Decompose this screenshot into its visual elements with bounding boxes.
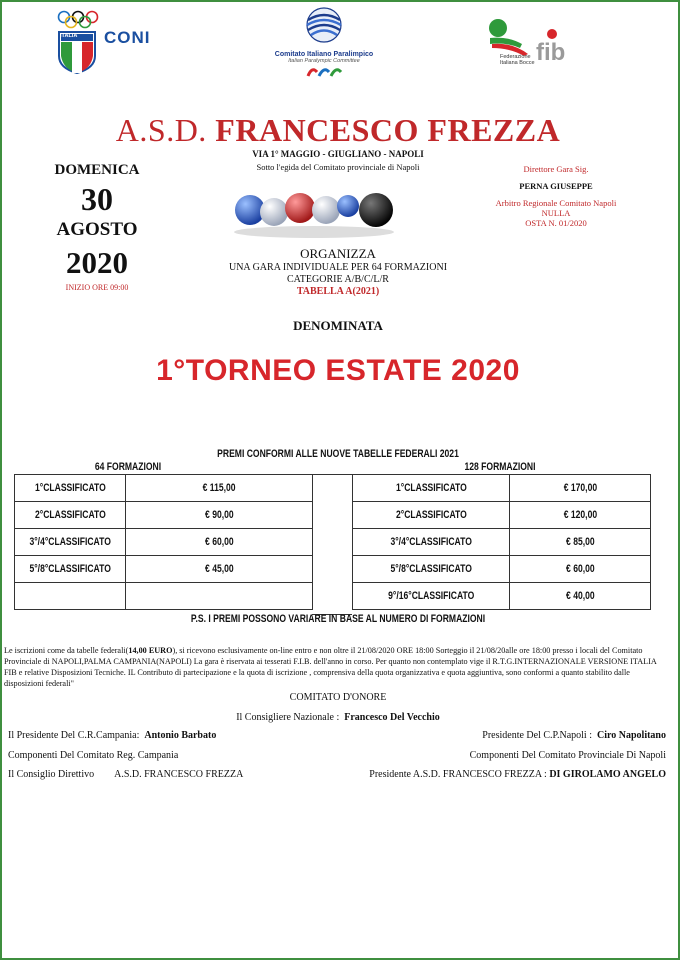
director-label: Direttore Gara Sig. xyxy=(523,164,589,174)
consigliere-line: Il Consigliere Nazionale : Francesco Del Vecchio xyxy=(236,712,440,723)
provincial-committee-line: Componenti Del Comitato Provinciale Di Napoli xyxy=(469,750,666,761)
organizza-line-2: CATEGORIE A/B/C/L/R xyxy=(287,274,389,285)
organizza-block xyxy=(0,246,676,298)
president-napoli-name: Ciro Napolitano xyxy=(597,730,666,741)
olympic-rings-icon xyxy=(56,10,100,30)
organizza-line-3: TABELLA A(2021) xyxy=(296,286,380,297)
date-number: 30 xyxy=(81,181,113,217)
cip-subtitle: Italian Paralympic Committee xyxy=(288,58,360,64)
date-year: 2020 xyxy=(66,245,128,280)
officials-block xyxy=(486,164,626,228)
prizes-note: P.S. I PREMI POSSONO VARIARE IN BASE AL NUMERO DI FORMAZIONI xyxy=(190,613,486,625)
fib-caption: Federazione Italiana Bocce xyxy=(500,54,535,66)
table-row: 5°/8°CLASSIFICATO € 45,00 xyxy=(15,556,313,583)
club-title-name: FRANCESCO FREZZA xyxy=(215,112,561,148)
table-row: 3°/4°CLASSIFICATO € 85,00 xyxy=(353,529,651,556)
president-campania-name: Antonio Barbato xyxy=(144,730,217,741)
prize-table-128 xyxy=(352,474,651,610)
club-president-line: Presidente A.S.D. FRANCESCO FREZZA : DI GIROLAMO ANGELO xyxy=(369,769,666,780)
bocce-balls-image xyxy=(228,186,400,240)
group-64-label: 64 FORMAZIONI xyxy=(94,461,162,473)
table-row xyxy=(15,583,313,610)
fib-logo-text: fib xyxy=(536,39,566,66)
club-address: VIA 1° MAGGIO - GIUGLIANO - NAPOLI xyxy=(252,149,424,159)
tournament-name: 1°TORNEO ESTATE 2020 xyxy=(156,354,520,387)
referee-line: Arbitro Regionale Comitato Napoli NULLA xyxy=(495,198,617,218)
president-napoli-line: Presidente Del C.P.Napoli : Ciro Napolitano xyxy=(482,730,666,741)
table-row: 3°/4°CLASSIFICATO € 60,00 xyxy=(15,529,313,556)
start-time: INIZIO ORE 09:00 xyxy=(65,283,129,292)
table-row: 2°CLASSIFICATO € 120,00 xyxy=(353,502,651,529)
club-title xyxy=(0,112,676,149)
coni-logo-text: CONI xyxy=(104,28,151,47)
egida-line: Sotto l'egida del Comitato provinciale di Napoli xyxy=(256,162,420,172)
table-row: 1°CLASSIFICATO € 115,00 xyxy=(15,475,313,502)
paralympic-agitos-icon xyxy=(304,64,344,80)
group-128-label: 128 FORMAZIONI xyxy=(464,461,536,473)
organizza-heading: ORGANIZZA xyxy=(300,246,376,261)
referee-number: OSTA N. 01/2020 xyxy=(525,218,587,228)
registration-paragraph: Le iscrizioni come da tabelle federali(14,00 EURO), si ricevono esclusivamente on-line entro e non oltre il 21/08/2020 ORE 18:00 Sorteggio il 21/08/20alle ore 18:00 presso i locali del Comitato Provinciale di NAPOLI,PALMA CAMPANIA(NAPOLI) La gara è riservata ai tesserati F.I.B. dell'anno in corso. Per quanto non contemplato vige il R.T.G.INTERNAZIONALE VERSIONE ITALIA FIB e relative Disposizioni Tecniche. IL Contributo di partecipazione e la quota di iscrizione , comprensiva della quota organizzativa e quota aggiuntiva, sono conformi a quanto stabilito dalle disposizioni federali" xyxy=(4,646,657,688)
cip-globe-icon xyxy=(296,6,352,46)
regional-committee-line: Componenti Del Comitato Reg. Campania xyxy=(8,750,179,761)
club-president-name: DI GIROLAMO ANGELO xyxy=(549,769,666,780)
denominata-label: DENOMINATA xyxy=(293,318,383,333)
table-row: 5°/8°CLASSIFICATO € 60,00 xyxy=(353,556,651,583)
table-row: 9°/16°CLASSIFICATO € 40,00 xyxy=(353,583,651,610)
table-gap-column xyxy=(312,474,352,615)
coni-shield-label: ITALIA xyxy=(60,33,78,39)
organizza-line-1: UNA GARA INDIVIDUALE PER 64 FORMAZIONI xyxy=(228,262,448,273)
prizes-title: PREMI CONFORMI ALLE NUOVE TABELLE FEDERALI 2021 xyxy=(217,448,459,460)
committee-heading: COMITATO D'ONORE xyxy=(289,692,387,703)
president-campania-line: Il Presidente Del C.R.Campania: Antonio Barbato xyxy=(8,730,217,741)
cip-name: Comitato Italiano Paralimpico xyxy=(274,51,374,58)
date-day: DOMENICA xyxy=(54,162,140,178)
date-month: AGOSTO xyxy=(56,219,138,240)
consigliere-name: Francesco Del Vecchio xyxy=(344,712,440,723)
registration-fee: 14,00 EURO xyxy=(128,646,173,655)
table-row: 1°CLASSIFICATO € 170,00 xyxy=(353,475,651,502)
table-row: 2°CLASSIFICATO € 90,00 xyxy=(15,502,313,529)
consiglio-direttivo-line: Il Consiglio Direttivo A.S.D. FRANCESCO FREZZA xyxy=(8,769,244,780)
club-title-prefix: A.S.D. xyxy=(115,112,207,148)
cip-logo xyxy=(265,6,383,85)
director-name: PERNA GIUSEPPE xyxy=(519,181,593,191)
prize-table-64 xyxy=(14,474,313,610)
